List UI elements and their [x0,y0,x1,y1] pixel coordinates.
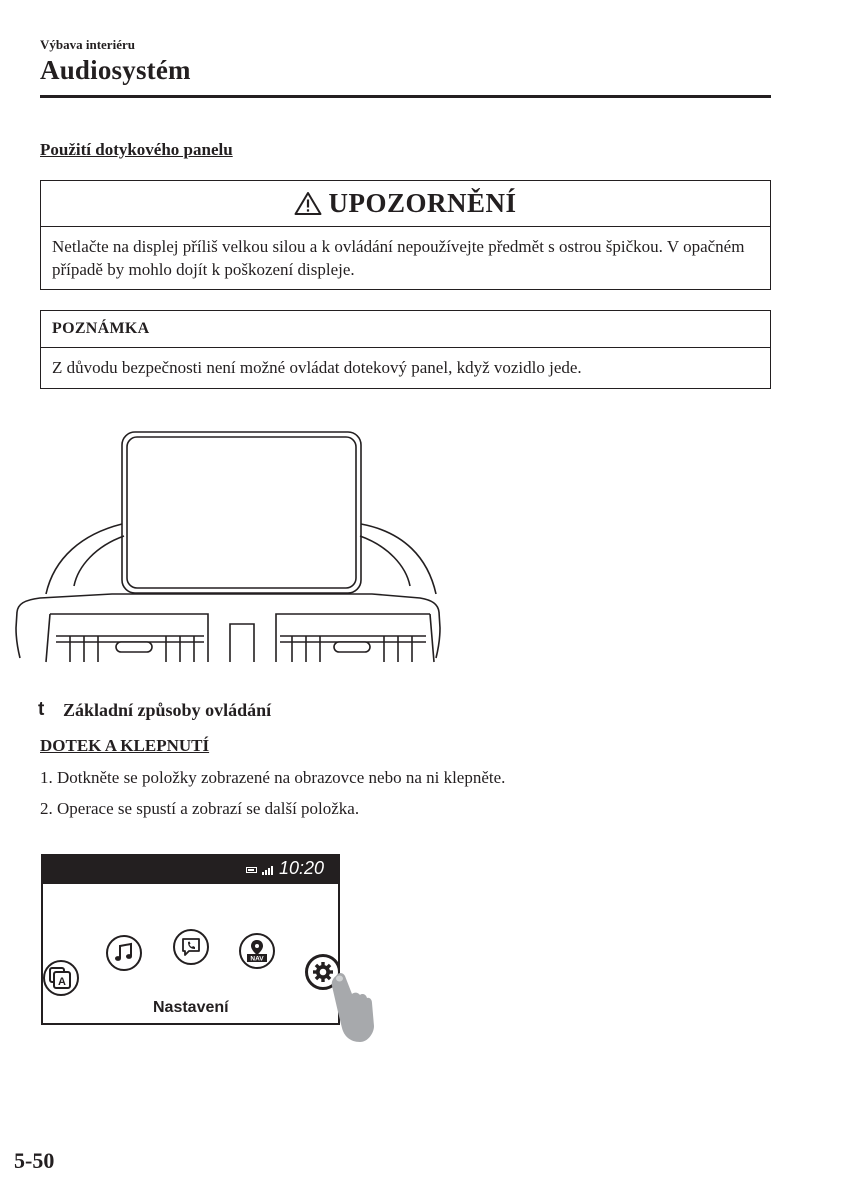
section-label: Výbava interiéru [40,37,135,52]
warning-text: Netlačte na displej příliš velkou silou a k ovládání nepoužívejte předmět s ostrou špičkou. V opačném případě by mohlo dojít k poškození displeje. [52,237,745,279]
step-1: 1. Dotkněte se položky zobrazené na obrazovce nebo na ni klepněte. [40,768,506,787]
section-bullet: t [38,699,45,720]
signal-icon [262,866,274,875]
settings-label: Nastavení [153,999,229,1016]
applications-icon[interactable] [43,960,79,996]
nav-label: NAV [250,955,264,963]
section-heading: Základní způsoby ovládání [63,700,272,720]
music-icon[interactable] [106,935,142,971]
subheading-touch-panel: Použití dotykového panelu [40,140,233,159]
warning-box [40,180,771,290]
note-text: Z důvodu bezpečnosti není možné ovládat dotekový panel, když vozidlo jede. [52,358,582,377]
screen-illustration [41,854,340,1025]
phone-icon[interactable] [173,929,209,965]
navigation-icon[interactable] [239,933,275,969]
note-box [40,310,771,389]
warning-header [41,181,770,227]
note-title: POZNÁMKA [41,311,770,348]
finger-pointer-icon [328,970,376,1046]
status-bar [43,856,338,884]
page-title: Audiosystém [40,55,191,85]
title-divider [40,95,771,98]
step-2: 2. Operace se spustí a zobrazí se další položka. [40,799,360,818]
page-number: 5-50 [14,1148,55,1173]
center-display-dashboard-illustration [12,428,444,666]
app-icon-letter: A [58,976,66,988]
warning-title: UPOZORNĚNÍ [328,188,517,218]
battery-icon [246,867,257,873]
clock-time: 10:20 [278,858,324,878]
warning-triangle-icon [294,191,322,216]
touch-tap-heading: DOTEK A KLEPNUTÍ [40,736,210,755]
